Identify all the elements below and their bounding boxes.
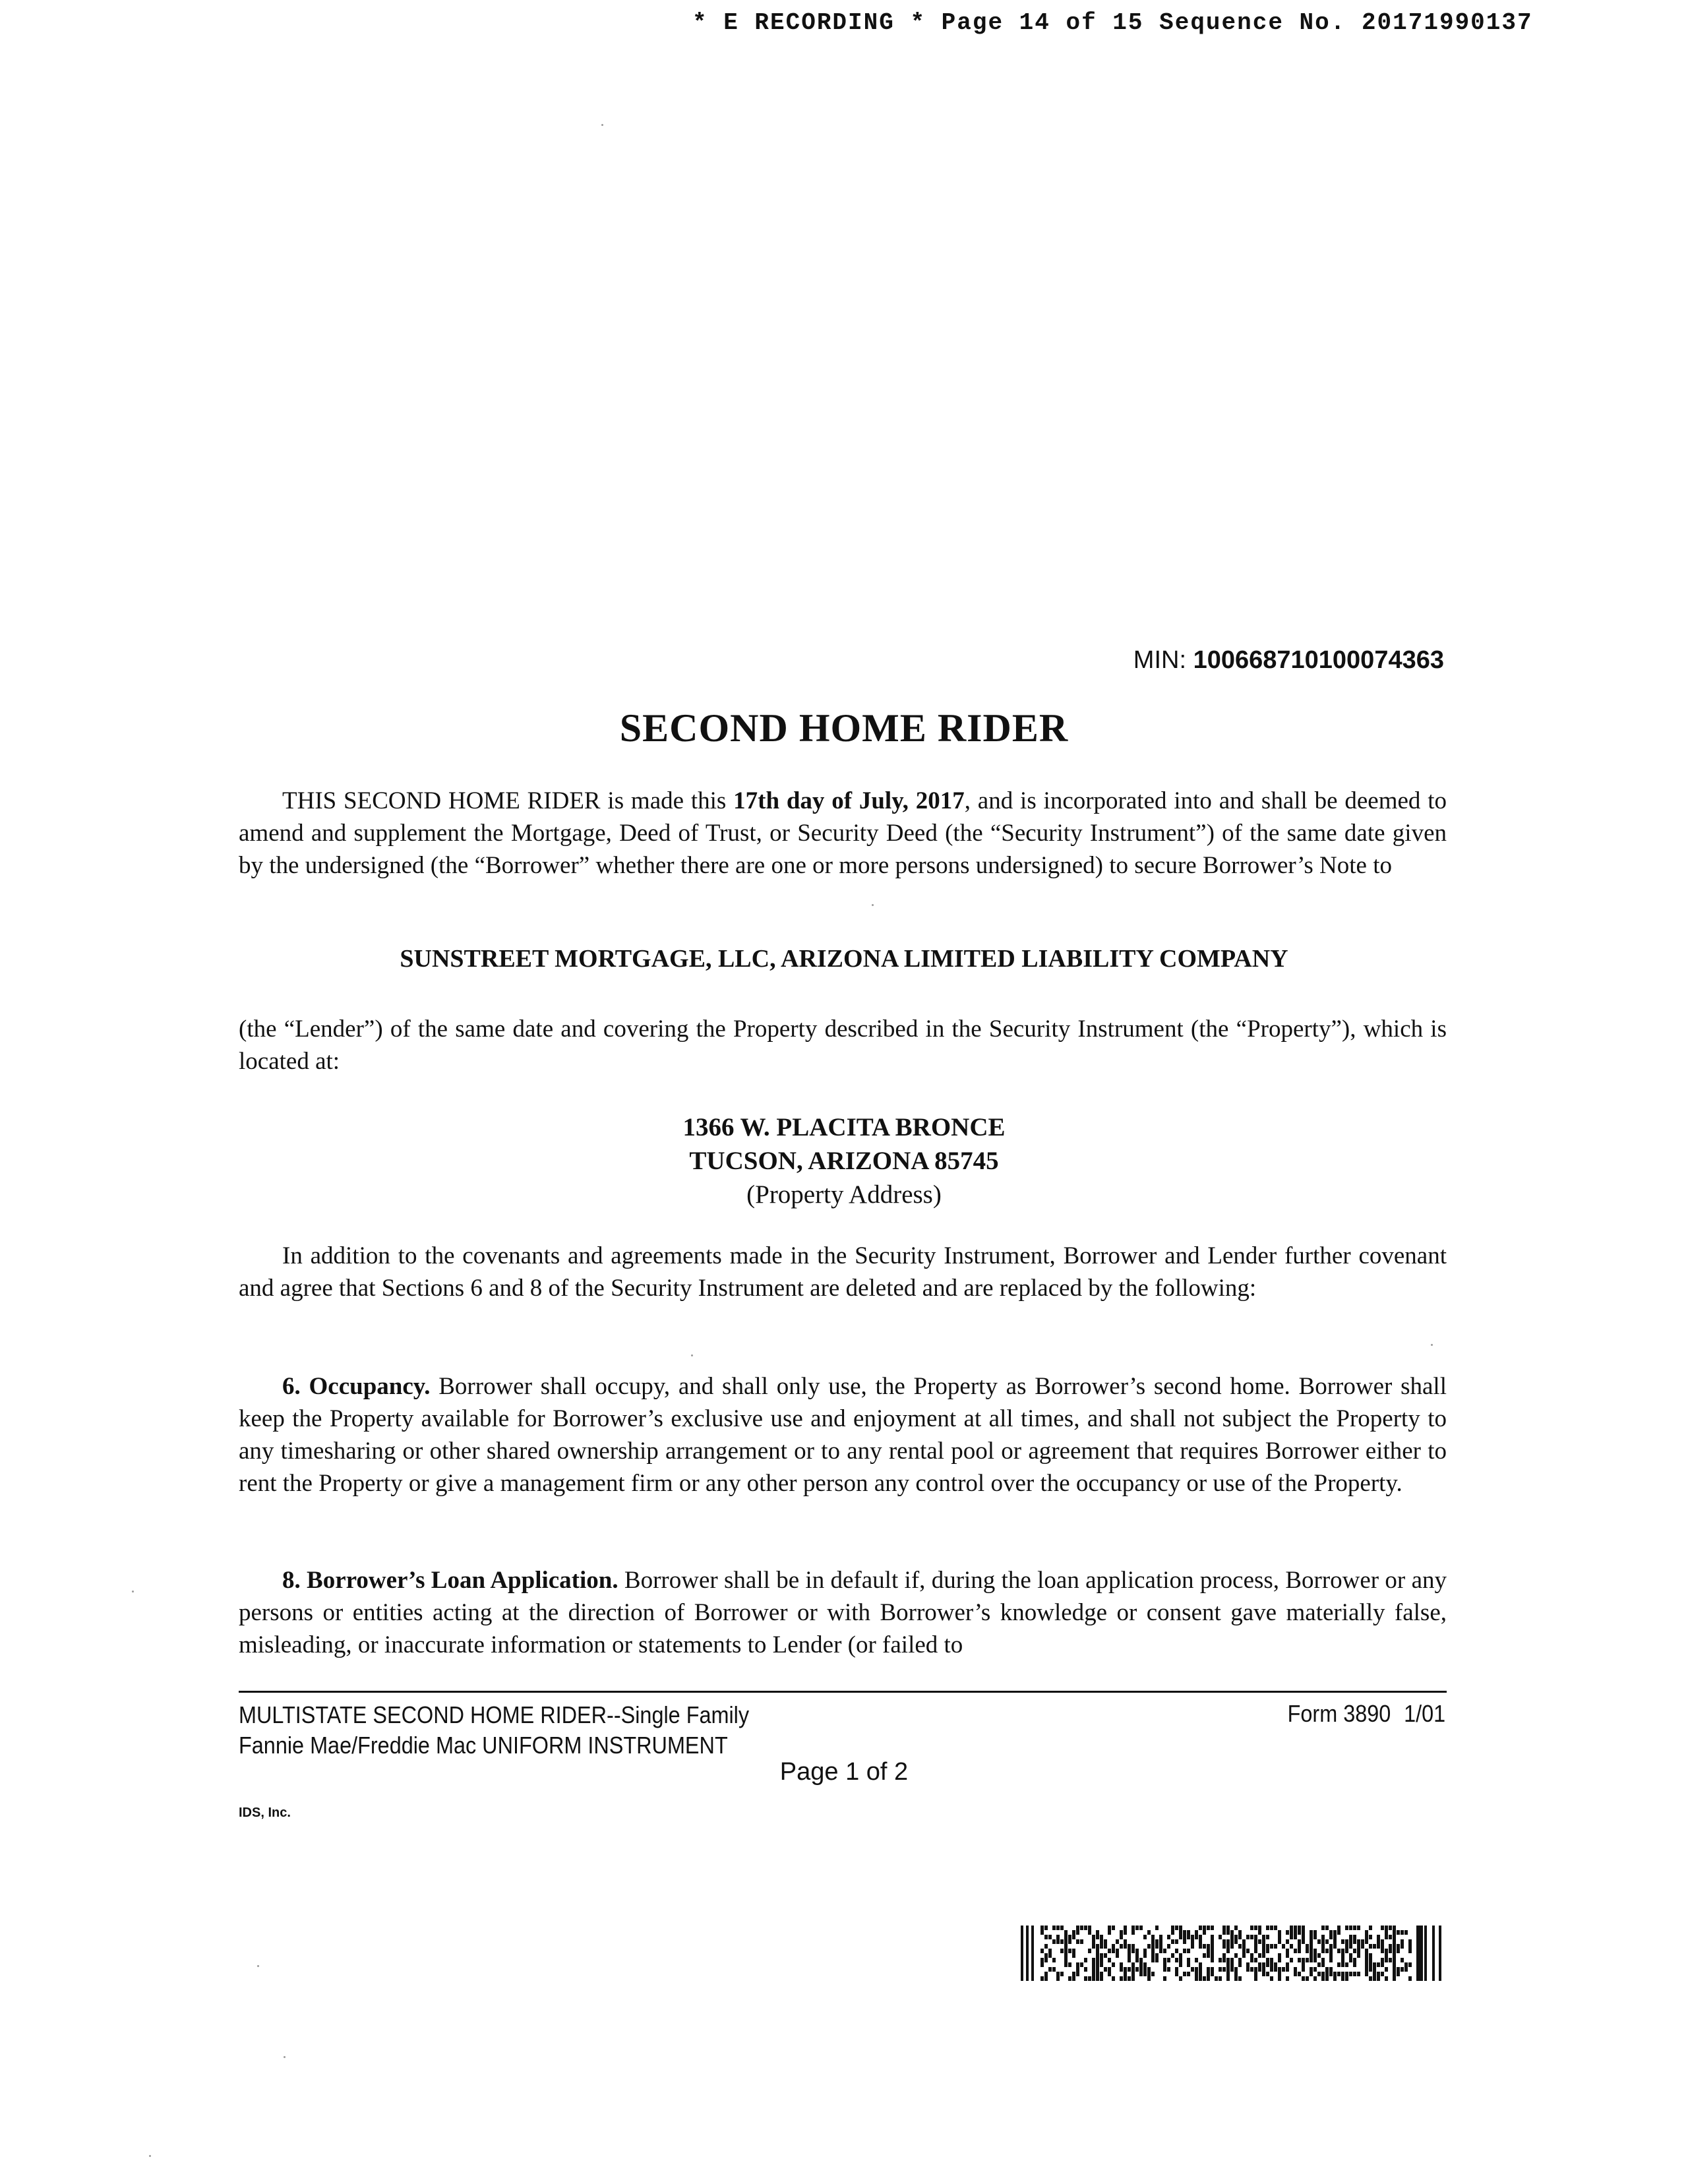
rider-date: 17th day of July, 2017 [733,787,965,814]
address-caption: (Property Address) [746,1180,942,1209]
scan-speck [601,124,603,126]
section-8-heading: 8. Borrower’s Loan Application. [282,1567,618,1594]
footer-form-name: MULTISTATE SECOND HOME RIDER [239,1701,607,1728]
scan-speck [284,2056,286,2058]
property-address [0,1110,1688,1211]
covenants-text: In addition to the covenants and agreements made in the Security Instrument, Borrower and Lender further covenant and agree that Sections 6 and 8 of the Security Instrument are deleted and are replaced by the following: [239,1242,1447,1302]
footer-form-id [1287,1700,1445,1728]
recording-header: * E RECORDING * Page 14 of 15 Sequence No. 20171990137 [692,9,1533,36]
address-street: 1366 W. PLACITA BRONCE [682,1113,1006,1141]
intro-paragraph [239,785,1447,882]
document-title: SECOND HOME RIDER [619,706,1069,750]
section-6-occupancy [239,1370,1447,1500]
section-6-text: Borrower shall occupy, and shall only use, the Property as Borrower’s second home. Borrower shall keep the Property available for Borrower’s exclusive use and enjoyment at all times, and shall not subject the Property to any timesharing or other shared ownership arrangement or to any rental pool or agreement that requires Borrower either to rent the Property or give a management firm or any other person any control over the occupancy or use of the Property. [239,1373,1447,1497]
lender-paragraph [239,1013,1447,1077]
min-number [1133,646,1444,675]
section-8-loan-application [239,1564,1447,1661]
footer-divider [239,1691,1447,1693]
vendor-mark: IDS, Inc. [239,1805,291,1820]
min-value: 100668710100074363 [1193,646,1444,674]
footer-instrument: Fannie Mae/Freddie Mac UNIFORM INSTRUMENT [239,1732,728,1759]
scan-speck [872,904,874,906]
scan-speck [257,1965,259,1967]
intro-rest: , and is incorporated into and shall be deemed to amend and supplement the Mortgage, Deed of Trust, or Security Deed (the “Security Instrument”) of the same date given by the undersigned (the “Borrower” whether there are one or more persons undersigned) to secure Borrower’s Note to [239,787,1447,879]
barcode-image [1021,1926,1443,1981]
lender-name: SUNSTREET MORTGAGE, LLC, ARIZONA LIMITED LIABILITY COMPANY [400,945,1288,973]
scan-speck [149,2155,151,2157]
scan-speck [1431,1344,1433,1346]
section-8-text: Borrower shall be in default if, during the loan application process, Borrower or any persons or entities acting at the direction of Borrower or with Borrower’s knowledge or consent gave materially false, misleading, or inaccurate information or statements to Lender (or failed to [239,1567,1447,1658]
lender-text: (the “Lender”) of the same date and covering the Property described in the Security Instrument (the “Property”), which is located at: [239,1016,1447,1075]
page-number: Page 1 of 2 [779,1758,909,1786]
footer-form-number: Form 3890 [1287,1700,1391,1727]
footer-form-title [239,1700,749,1761]
covenants-paragraph [239,1240,1447,1304]
footer-form-date: 1/01 [1403,1700,1445,1727]
section-6-heading: 6. Occupancy. [282,1373,431,1400]
scan-speck [691,1354,693,1356]
footer-form-subtitle: --Single Family [607,1701,750,1728]
address-city-state-zip: TUCSON, ARIZONA 85745 [689,1147,999,1175]
scan-speck [132,1591,134,1592]
intro-lead: THIS SECOND HOME RIDER is made this [282,787,734,814]
min-label: MIN: [1133,646,1187,674]
